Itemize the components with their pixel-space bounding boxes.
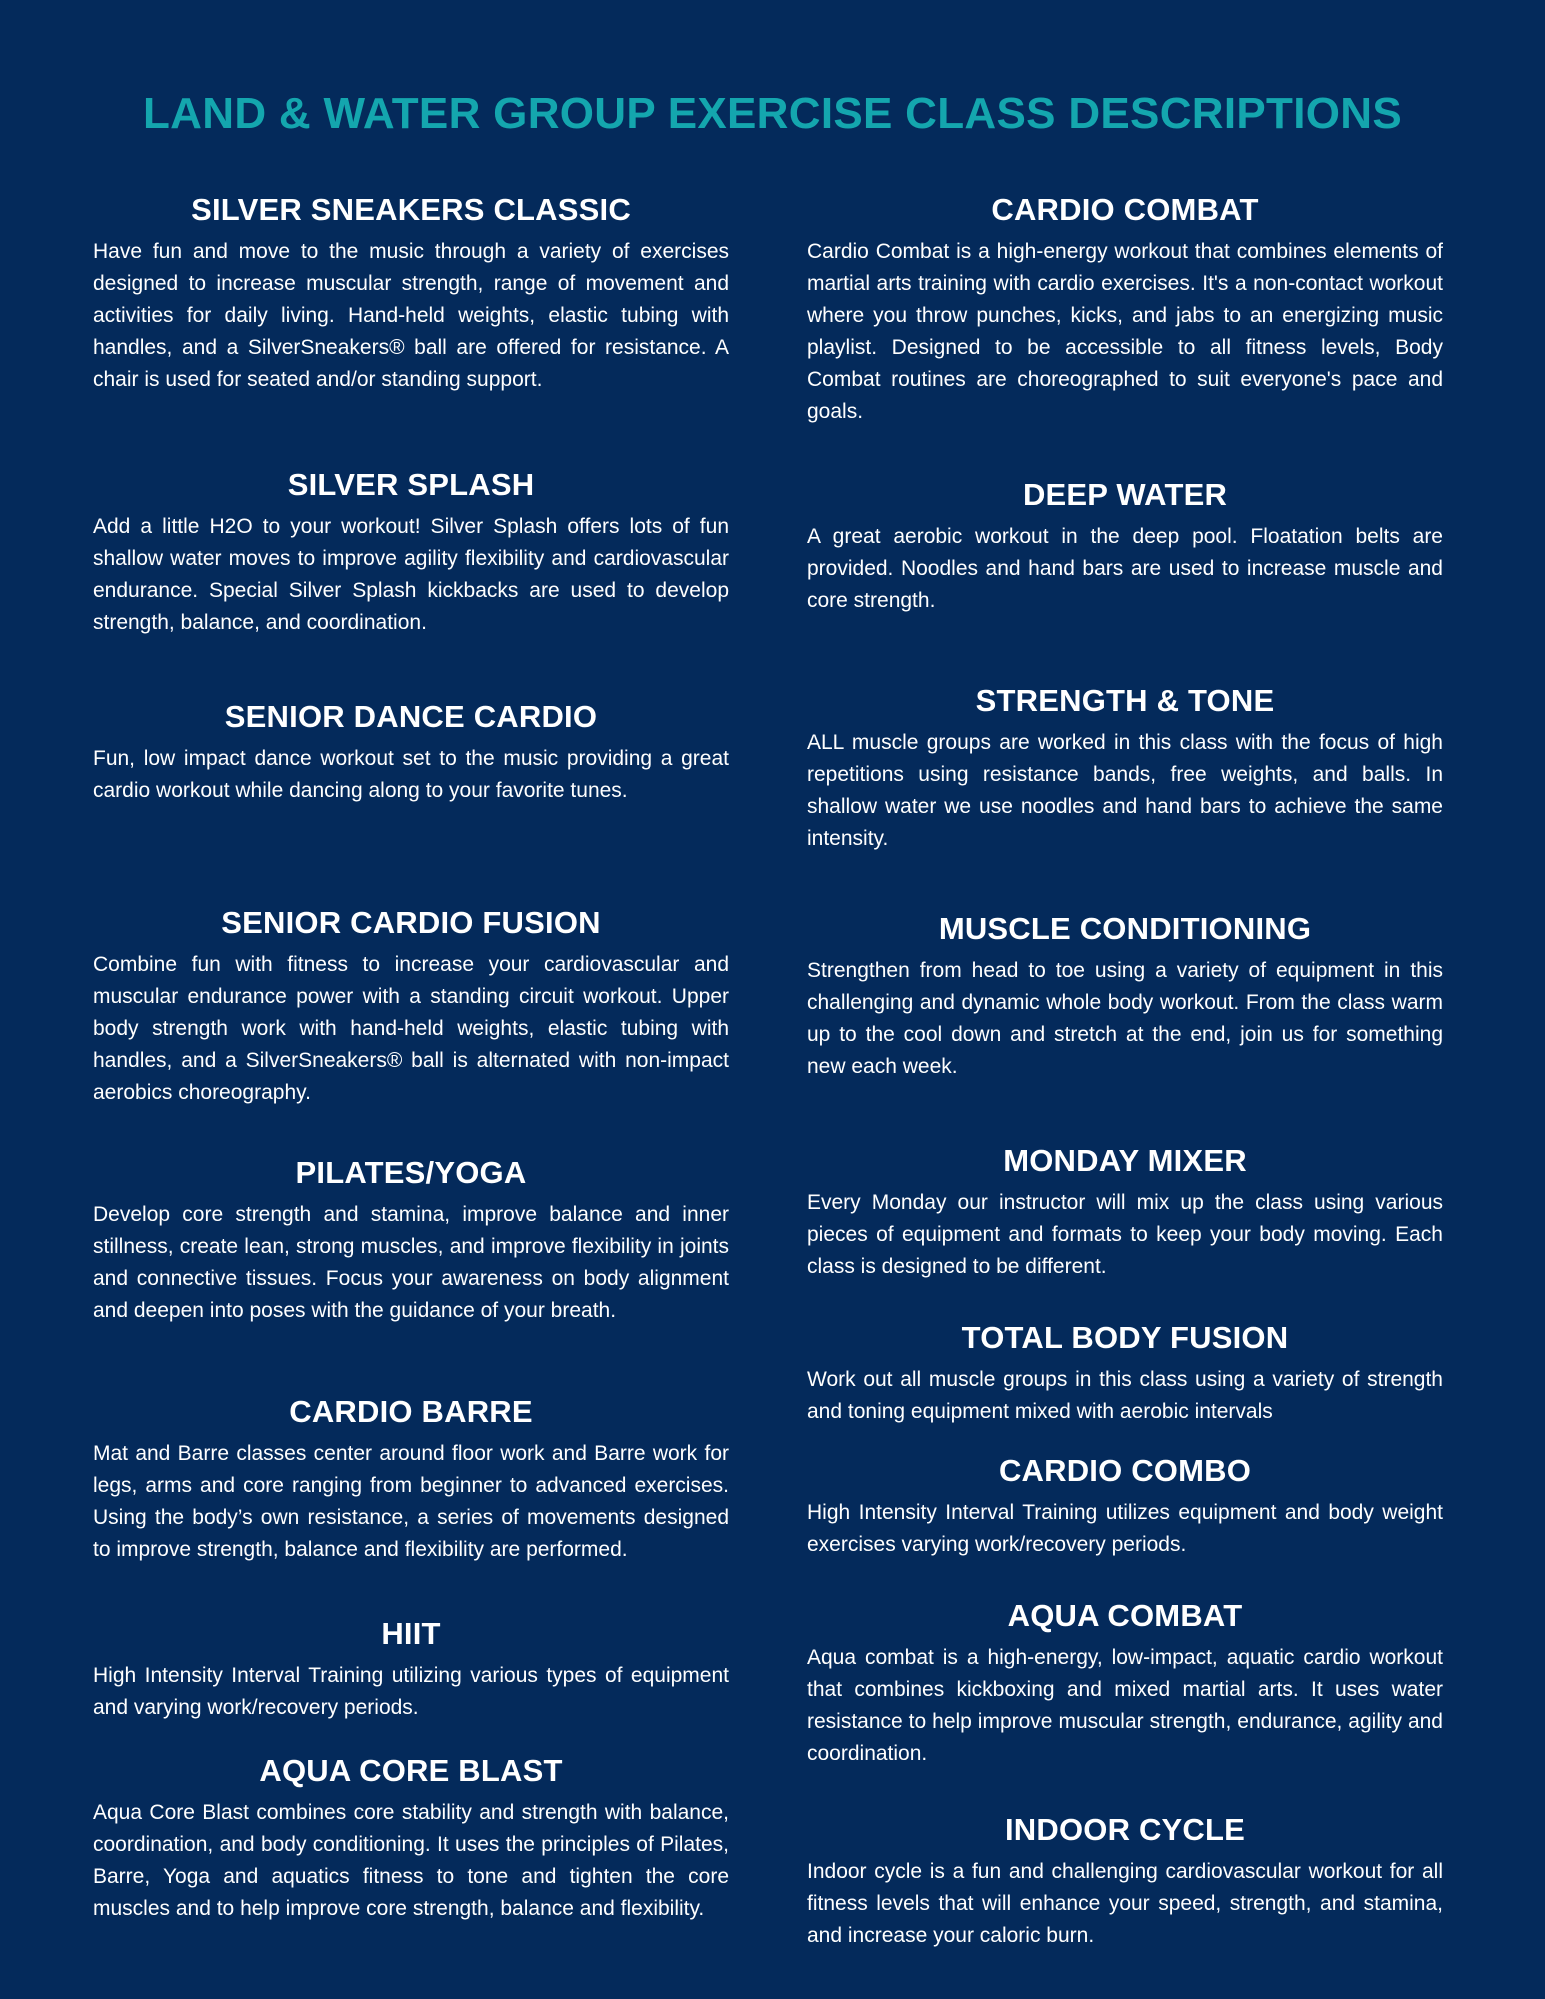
class-title: PILATES/YOGA <box>295 1155 527 1190</box>
class-title: MUSCLE CONDITIONING <box>938 911 1312 946</box>
class-description: Every Monday our instructor will mix up the class using various pieces of equipment and formats to keep your body moving. Each class is designed to be different. <box>807 1191 1443 1278</box>
class-description: Add a little H2O to your workout! Silver Splash offers lots of fun shallow water moves to improve agility flexibility and cardiovascular endurance. Special Silver Splash kickbacks are used to develop strength, balance, and coordination. <box>93 515 729 634</box>
class-description: Aqua combat is a high-energy, low-impact, aquatic cardio workout that combines kickboxing and mixed martial arts. It uses water resistance to help improve muscular strength, endurance, agility and coordination. <box>807 1646 1443 1765</box>
class-title: SILVER SPLASH <box>287 467 535 502</box>
class-description: Fun, low impact dance workout set to the music providing a great cardio workout while dancing along to your favorite tunes. <box>93 747 729 802</box>
class-title: TOTAL BODY FUSION <box>961 1320 1289 1355</box>
class-title: CARDIO COMBAT <box>991 192 1259 227</box>
class-aqua-combat <box>807 1596 1443 1770</box>
class-description: High Intensity Interval Training utilizing various types of equipment and varying work/recovery periods. <box>93 1664 729 1719</box>
class-title: DEEP WATER <box>1022 477 1228 512</box>
class-description: Mat and Barre classes center around floor work and Barre work for legs, arms and core ranging from beginner to advanced exercises. Using the body’s own resistance, a series of movements designed to improve strength, balance and flexibility are performed. <box>93 1442 729 1561</box>
class-description: Have fun and move to the music through a variety of exercises designed to increase muscular strength, range of movement and activities for daily living. Hand-held weights, elastic tubing with handles, and a SilverSneakers® ball are offered for resistance. A chair is used for seated and/or standing support. <box>93 240 729 391</box>
class-total-body-fusion <box>807 1318 1443 1428</box>
class-description: Aqua Core Blast combines core stability and strength with balance, coordination, and body conditioning. It uses the principles of Pilates, Barre, Yoga and aquatics fitness to tone and tighten the core muscles and to help improve core strength, balance and flexibility. <box>93 1801 729 1920</box>
class-senior-cardio-fusion <box>93 903 729 1109</box>
class-strength-tone <box>807 681 1443 855</box>
class-title: HIIT <box>381 1616 441 1651</box>
class-muscle-conditioning <box>807 909 1443 1083</box>
class-description: Strengthen from head to toe using a variety of equipment in this challenging and dynamic whole body workout. From the class warm up to the cool down and stretch at the end, join us for something new each week. <box>807 959 1443 1078</box>
class-description: High Intensity Interval Training utilizes equipment and body weight exercises varying work/recovery periods. <box>807 1501 1443 1556</box>
class-deep-water <box>807 475 1443 617</box>
class-title: SENIOR CARDIO FUSION <box>221 905 601 940</box>
class-aqua-core-blast <box>93 1751 729 1925</box>
class-senior-dance-cardio <box>93 697 729 807</box>
class-title: STRENGTH & TONE <box>975 683 1275 718</box>
class-description: Work out all muscle groups in this class using a variety of strength and toning equipment mixed with aerobic intervals <box>807 1368 1443 1423</box>
class-title: SILVER SNEAKERS CLASSIC <box>191 192 631 227</box>
class-description: Combine fun with fitness to increase your cardiovascular and muscular endurance power with a standing circuit workout. Upper body strength work with hand-held weights, elastic tubing with handles, and a SilverSneakers® ball is alternated with non-impact aerobics choreography. <box>93 953 729 1104</box>
class-cardio-combat <box>807 190 1443 428</box>
class-cardio-barre <box>93 1392 729 1566</box>
class-title: MONDAY MIXER <box>1003 1143 1247 1178</box>
class-title: CARDIO BARRE <box>289 1394 533 1429</box>
class-description: ALL muscle groups are worked in this class with the focus of high repetitions using resistance bands, free weights, and balls. In shallow water we use noodles and hand bars to achieve the same intensity. <box>807 731 1443 850</box>
class-description: Indoor cycle is a fun and challenging cardiovascular workout for all fitness levels that will enhance your speed, strength, and stamina, and increase your caloric burn. <box>807 1860 1443 1947</box>
class-description: Develop core strength and stamina, improve balance and inner stillness, create lean, strong muscles, and improve flexibility in joints and connective tissues. Focus your awareness on body alignment and deepen into poses with the guidance of your breath. <box>93 1203 729 1322</box>
class-silver-splash <box>93 465 729 639</box>
class-title: SENIOR DANCE CARDIO <box>224 699 598 734</box>
class-description: A great aerobic workout in the deep pool. Floatation belts are provided. Noodles and hand bars are used to increase muscle and core strength. <box>807 525 1443 612</box>
class-pilates-yoga <box>93 1153 729 1327</box>
class-indoor-cycle <box>807 1810 1443 1952</box>
class-description: Cardio Combat is a high-energy workout that combines elements of martial arts training with cardio exercises. It's a non-contact workout where you throw punches, kicks, and jabs to an energizing music playlist. Designed to be accessible to all fitness levels, Body Combat routines are choreographed to suit everyone's pace and goals. <box>807 240 1443 423</box>
class-title: INDOOR CYCLE <box>1004 1812 1246 1847</box>
class-title: AQUA CORE BLAST <box>259 1753 563 1788</box>
class-hiit <box>93 1614 729 1724</box>
class-title: CARDIO COMBO <box>998 1453 1252 1488</box>
class-title: AQUA COMBAT <box>1007 1598 1243 1633</box>
class-cardio-combo <box>807 1451 1443 1561</box>
page-title: LAND & WATER GROUP EXERCISE CLASS DESCRIPTIONS <box>143 89 1402 138</box>
class-silver-sneakers-classic <box>93 190 729 396</box>
class-monday-mixer <box>807 1141 1443 1283</box>
